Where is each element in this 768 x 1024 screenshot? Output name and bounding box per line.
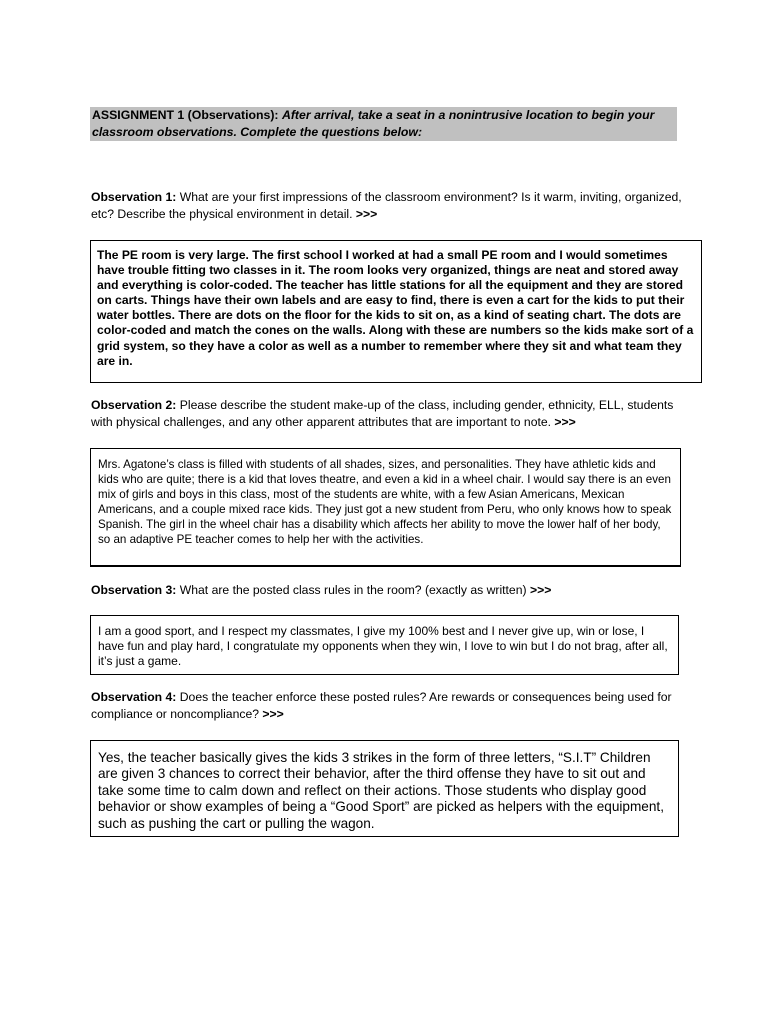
observation-2-answer-box[interactable] — [90, 448, 681, 567]
observation-2-question — [91, 397, 691, 431]
observation-3-question — [91, 582, 691, 599]
observation-2-arrows: >>> — [554, 415, 576, 429]
assignment-instructions: After arrival, take a seat in a nonintrusive location to begin your classroom observations. Complete the questions below: — [92, 108, 655, 139]
observation-2-label: Observation 2: — [91, 398, 177, 412]
observation-1-answer: The PE room is very large. The first school I worked at had a small PE room and I would sometimes have trouble fitting two classes in it. The room looks very organized, things are neat and stored away and everything is color-coded. The teacher has little stations for all the equipment and they are stored on carts. Things have their own labels and are easy to find, there is even a cart for the kids to put their water bottles. There are dots on the floor for the kids to sit on, as a kind of seating chart. The dots are color-coded and match the cones on the walls. Along with these are numbers so the kids make sort of a grid system, so they have a color as well as a number to remember where they sit and what team they are in. — [97, 248, 694, 368]
observation-3-arrows: >>> — [529, 583, 552, 597]
observation-3-answer: I am a good sport, and I respect my classmates, I give my 100% best and I never give up, win or lose, I have fun and play hard, I congratulate my opponents when they win, I love to win but I do not brag, after all, it’s just a game. — [98, 624, 668, 669]
observation-2-answer: Mrs. Agatone’s class is filled with students of all shades, sizes, and personalities. They have athletic kids and kids who are quite; there is a kid that loves theatre, and even a kid in a wheel chair. I would say there is an even mix of girls and boys in this class, most of the students are white, with a few Asian Americans, Mexican Americans, and a couple mixed race kids. They just got a new student from Peru, who only knows how to speak Spanish. The girl in the wheel chair has a disability which affects her ability to move the lower half of her body, so an adaptive PE teacher comes to help her with the activities. — [98, 458, 672, 546]
observation-3-label: Observation 3: — [91, 583, 177, 597]
observation-4-question — [91, 689, 691, 723]
observation-4-arrows: >>> — [262, 707, 284, 721]
observation-4-prompt: Does the teacher enforce these posted rules? Are rewards or consequences being used for compliance or noncompliance? — [91, 690, 672, 721]
observation-1-answer-box[interactable] — [90, 240, 702, 383]
observation-1-question — [91, 189, 691, 223]
observation-3-prompt: What are the posted class rules in the room? (exactly as written) — [179, 583, 527, 597]
observation-1-prompt: What are your first impressions of the classroom environment? Is it warm, inviting, organized, etc? Describe the physical environment in detail. — [91, 190, 682, 221]
observation-1-label: Observation 1: — [91, 190, 177, 204]
observation-3-answer-box[interactable] — [90, 615, 679, 675]
observation-2-prompt: Please describe the student make-up of the class, including gender, ethnicity, ELL, students with physical challenges, and any other apparent attributes that are important to note. — [91, 398, 674, 429]
observation-1-arrows: >>> — [355, 207, 378, 221]
observation-4-answer: Yes, the teacher basically gives the kids 3 strikes in the form of three letters, “S.I.T” Children are given 3 chances to correct their behavior, after the third offense they have to sit out and take some time to calm down and reflect on their actions. Those students who display good behavior or show examples of being a “Good Sport” are picked as helpers with the equipment, such as pushing the cart or pulling the wagon. — [98, 750, 664, 831]
assignment-header — [90, 107, 677, 141]
assignment-title: ASSIGNMENT 1 (Observations): — [92, 108, 279, 122]
observation-4-answer-box[interactable] — [90, 740, 679, 837]
observation-4-label: Observation 4: — [91, 690, 177, 704]
